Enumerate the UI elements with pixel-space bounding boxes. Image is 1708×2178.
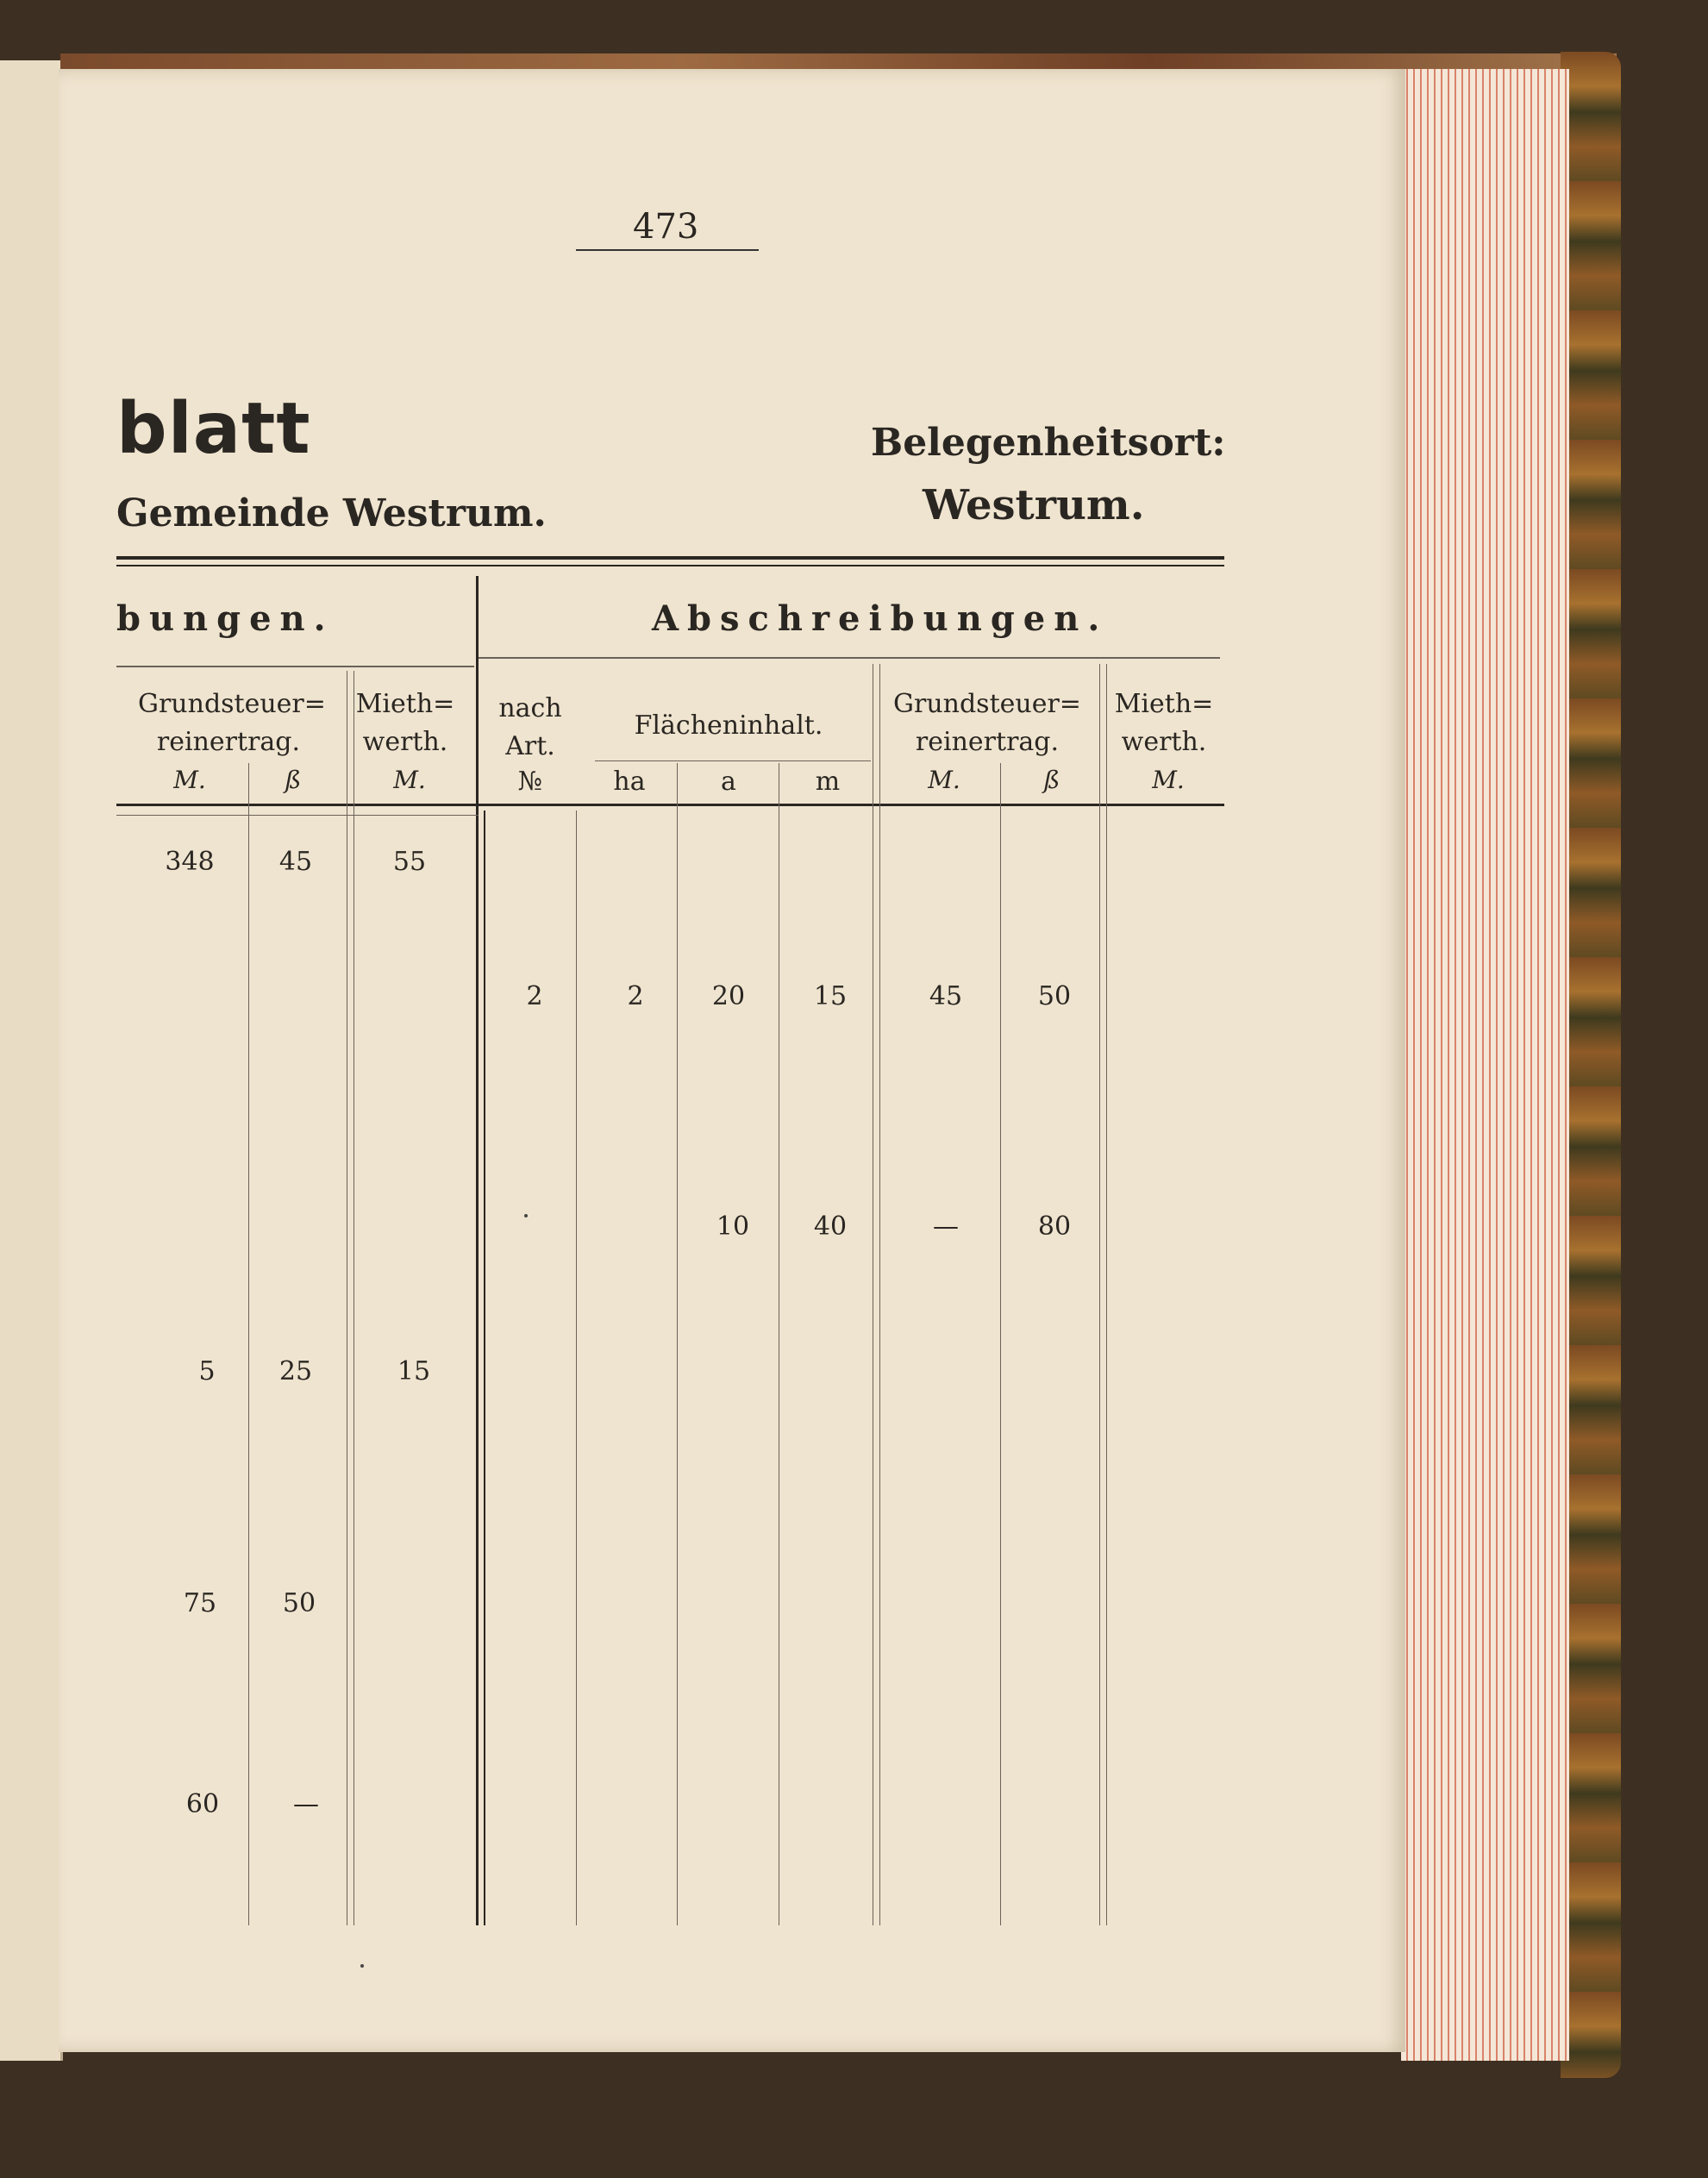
right-row1-pf: 50 [1037,981,1072,1011]
col-line-ha [677,763,678,1925]
unit-m: m [815,767,841,797]
col-mieth-left [349,685,461,761]
mieth-left-line1: Mieth= [355,689,455,719]
left-row1-mark: 348 [165,847,215,877]
section-left-heading: bungen. [116,598,335,639]
unit-pf-left: ß [285,766,302,794]
right-row1-ha: 2 [627,981,644,1011]
location-label: Belegenheitsort: [871,421,1226,465]
left-row4-pf: — [293,1789,319,1819]
unit-mark-mieth-left: M. [393,766,426,794]
ledger-page [59,69,1405,2052]
header-rule-bottom [116,565,1224,566]
ink-speck [360,1964,364,1968]
location-value: Westrum. [923,481,1145,529]
right-row1-a: 20 [711,981,746,1011]
left-row3-pf: 50 [282,1588,316,1618]
col-line-mieth-right-a [1099,664,1100,1925]
unit-a: a [721,767,736,797]
col-line-mieth-left-b [353,671,354,1925]
left-header-rule [116,666,474,667]
left-row2-mieth: 15 [397,1356,431,1386]
col-line-pf-left [248,763,249,1925]
unit-ha: ha [613,767,646,797]
col-grundsteuer-left [138,685,326,761]
col-nach-art [487,690,573,766]
book-cover-right [1561,52,1621,2078]
right-row1-mark: 45 [929,981,963,1011]
col-line-pf-right [1000,763,1001,1925]
section-right-heading: Abschreibungen. [652,598,1109,639]
right-row2-a: 10 [716,1211,750,1242]
left-row3-mark: 75 [183,1588,217,1618]
unit-mark-left: M. [173,766,206,794]
grundsteuer-left-line1: Grundsteuer= [138,689,326,719]
left-row1-mieth: 55 [392,847,427,877]
right-row1-m: 15 [813,981,848,1011]
column-header-rule-2 [116,815,479,816]
page-number: 473 [633,207,699,247]
header-rule-top [116,556,1224,560]
flaeche-sub-rule [595,760,871,761]
left-row4-mark: 60 [185,1789,220,1819]
mieth-left-line2: werth. [362,727,448,757]
right-row2-mark: — [933,1211,959,1242]
title-fragment: blatt [116,388,311,470]
unit-nr: № [517,767,543,797]
right-row2-m: 40 [813,1211,848,1242]
right-row1-nr: 2 [526,981,543,1011]
unit-mark-mieth-right: M. [1152,766,1185,794]
ink-speck [524,1214,528,1217]
col-mieth-right [1108,685,1220,761]
unit-pf-right: ß [1043,766,1060,794]
col-line-m-b [879,664,880,1925]
main-divider-inner [484,810,485,1925]
grundsteuer-left-line2: reinertrag. [156,727,301,757]
municipality-heading: Gemeinde Westrum. [116,491,547,535]
nach-line1: nach [498,693,562,723]
grundsteuer-right-line1: Grundsteuer= [893,689,1081,719]
col-grundsteuer-right [884,685,1091,761]
right-row2-pf: 80 [1037,1211,1072,1242]
art-line2: Art. [505,731,555,761]
col-line-nr [576,810,577,1925]
main-divider [476,576,479,1925]
left-row2-pf: 25 [278,1356,313,1386]
page-edges [1401,69,1569,2061]
col-flaeche: Flächeninhalt. [634,710,823,741]
mieth-right-line1: Mieth= [1114,689,1214,719]
col-line-mieth-right-b [1106,664,1107,1925]
mieth-right-line2: werth. [1121,727,1207,757]
left-row2-mark: 5 [198,1356,216,1386]
left-page-edge [0,60,63,2061]
column-header-rule [116,804,1224,806]
unit-mark-right: M. [928,766,960,794]
page-number-rule [576,249,759,251]
left-row1-pf: 45 [278,847,313,877]
grundsteuer-right-line2: reinertrag. [915,727,1060,757]
section-rule [479,657,1220,659]
